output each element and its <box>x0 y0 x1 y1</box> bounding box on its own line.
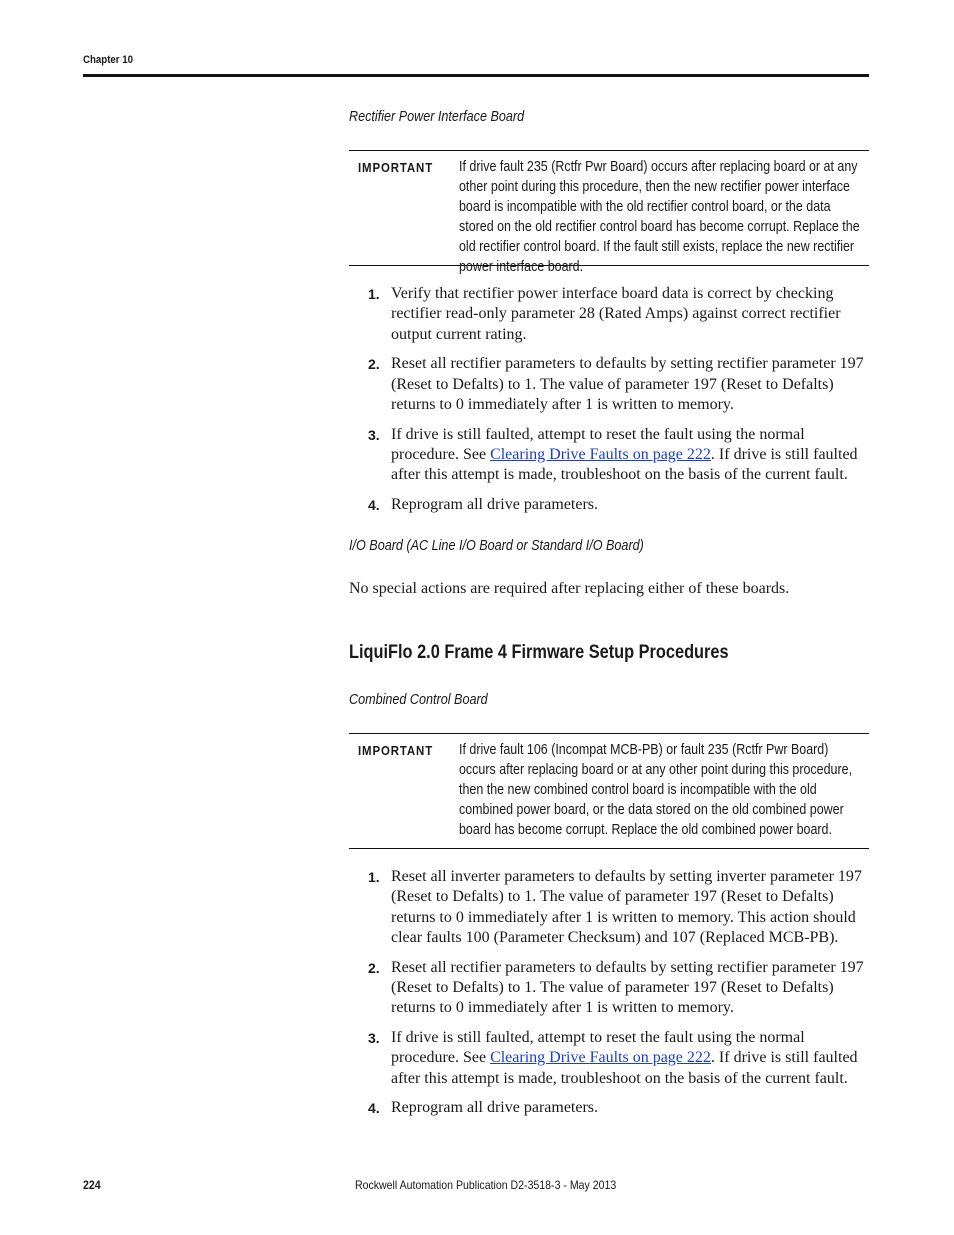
page-number: 224 <box>83 1178 101 1192</box>
io-board-paragraph: No special actions are required after replacing either of these boards. <box>349 580 790 597</box>
step-text: Reset all rectifier parameters to defaults by setting rectifier parameter 197 (Reset to Defalts) to 1. The value of parameter 197 (Reset to Defalts) returns to 0 immediately after 1 is written to memory. <box>391 958 864 1017</box>
step-number: 2. <box>368 356 380 373</box>
step-number: 2. <box>368 959 380 976</box>
important-label: IMPORTANT <box>358 160 434 175</box>
step-number: 1. <box>368 286 380 302</box>
step-number: 3. <box>368 1030 380 1047</box>
clearing-drive-faults-link[interactable]: Clearing Drive Faults on page 222 <box>490 1049 711 1067</box>
list-item <box>349 284 869 345</box>
important-text: If drive fault 106 (Incompat MCB-PB) or fault 235 (Rctfr Pwr Board) occurs after replacing board or at any other point during this procedure, then the new combined control board is incompatible with the old combined power board, or the data stored on the old combined power board has become corrupt. Replace the old combined power board. <box>459 742 853 838</box>
list-item <box>349 1098 869 1118</box>
step-number: 4. <box>368 1100 380 1117</box>
step-text: Reset all inverter parameters to defaults by setting inverter parameter 197 (Reset to Defalts) to 1. The value of parameter 197 (Reset to Defalts) returns to 0 immediately after 1 is written to memory. This action should clear faults 100 (Parameter Checksum) and 107 (Replaced MCB-PB). <box>391 868 862 946</box>
publication-info: Rockwell Automation Publication D2-3518-3 - May 2013 <box>355 1178 617 1192</box>
step-text: Reset all rectifier parameters to defaults by setting rectifier parameter 197 (Reset to Defalts) to 1. The value of parameter 197 (Reset to Defalts) returns to 0 immediately after 1 is written to memory. <box>391 355 864 413</box>
step-text-after-link: . If drive is still faulted after this attempt is made, troubleshoot on the basis of the current fault. <box>391 446 858 484</box>
step-text: Verify that rectifier power interface board data is correct by checking rectifier read-only parameter 28 (Rated Amps) against correct rectifier output current rating. <box>391 285 841 343</box>
subheading-io-board: I/O Board (AC Line I/O Board or Standard I/O Board) <box>349 537 644 554</box>
clearing-drive-faults-link[interactable]: Clearing Drive Faults on page 222 <box>490 446 711 464</box>
section-heading-frame4-firmware: LiquiFlo 2.0 Frame 4 Firmware Setup Procedures <box>349 642 729 663</box>
important-label: IMPORTANT <box>358 743 434 758</box>
step-number: 3. <box>368 426 380 443</box>
steps-list-1 <box>349 284 869 525</box>
steps-list-2 <box>349 867 869 1128</box>
step-number: 4. <box>368 497 380 514</box>
list-item <box>349 495 869 515</box>
list-item <box>349 867 869 948</box>
important-note-1 <box>349 150 869 275</box>
step-text: Reprogram all drive parameters. <box>391 1099 599 1117</box>
header-rule <box>83 74 869 77</box>
subheading-combined-control-board: Combined Control Board <box>349 691 488 708</box>
important-text: If drive fault 235 (Rctfr Pwr Board) occurs after replacing board or at any other point during this procedure, then the new rectifier power interface board is incompatible with the old rectifier control board, or the data stored on the old rectifier control board has become corrupt. Replace the old rectifier control board. If the fault still exists, replace the new rectifier power interface board. <box>459 159 860 275</box>
list-item <box>349 354 869 415</box>
step-text-before-link: If drive is still faulted, attempt to reset the fault using the normal procedure. See <box>391 425 805 464</box>
list-item <box>349 425 869 486</box>
step-number: 1. <box>368 869 380 885</box>
chapter-label: Chapter 10 <box>83 54 134 66</box>
step-text-before-link: If drive is still faulted, attempt to reset the fault using the normal procedure. See <box>391 1029 805 1067</box>
list-item <box>349 1028 869 1089</box>
step-text-after-link: . If drive is still faulted after this attempt is made, troubleshoot on the basis of the current fault. <box>391 1049 858 1087</box>
subheading-rectifier-power-interface-board: Rectifier Power Interface Board <box>349 108 525 125</box>
step-text: Reprogram all drive parameters. <box>391 496 599 514</box>
list-item <box>349 958 869 1019</box>
important-note-2 <box>349 733 869 849</box>
